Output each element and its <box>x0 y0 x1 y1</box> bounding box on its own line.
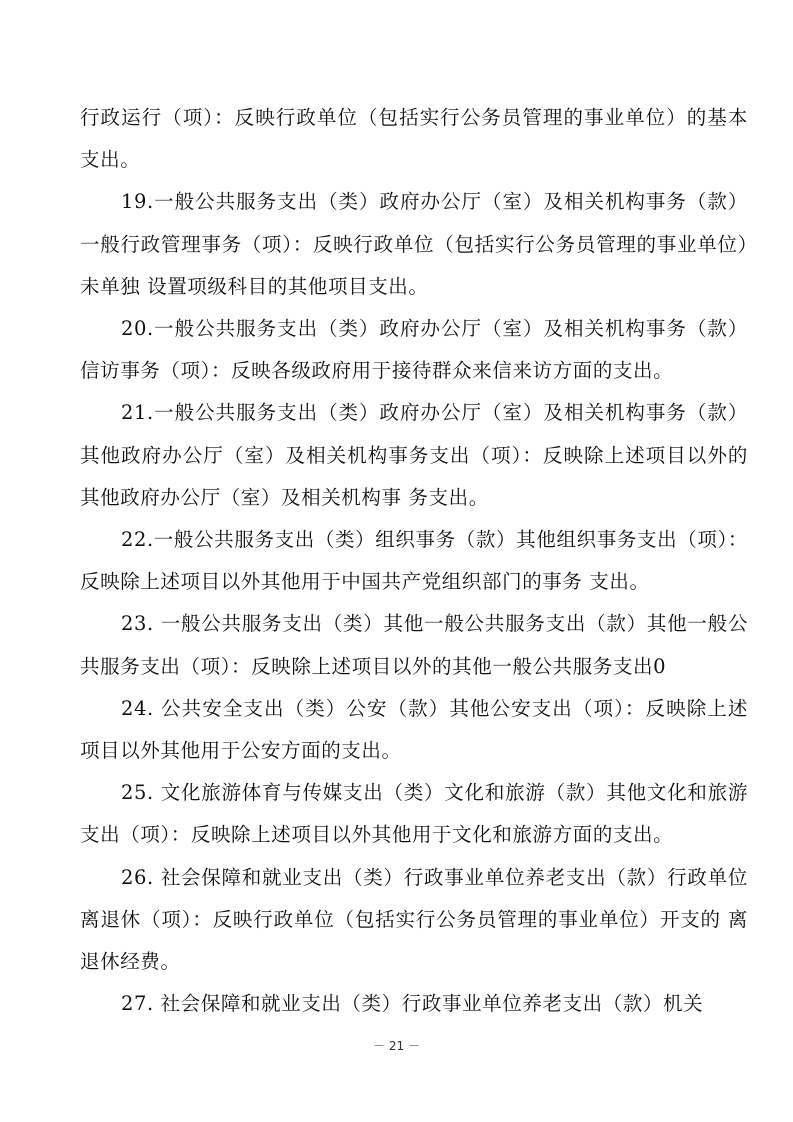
page-number: － 21 － <box>373 1039 420 1053</box>
paragraph-item-20: 20.一般公共服务支出（类）政府办公厅（室）及相关机构事务（款）信访事务（项）：反映各级政府用于接待群众来信来访方面的支出。 <box>80 317 748 383</box>
paragraph-item-22: 22.一般公共服务支出（类）组织事务（款）其他组织事务支出（项）：反映除上述项目以外其他用于中国共产党组织部门的事务 支出。 <box>80 528 748 594</box>
paragraph-continuation: 行政运行（项）：反映行政单位（包括实行公务员管理的事业单位）的基本 支出。 <box>80 106 748 172</box>
paragraph-item-24: 24. 公共安全支出（类）公安（款）其他公安支出（项）：反映除上述项目以外其他用于公安方面的支出。 <box>80 696 748 763</box>
paragraph-item-27: 27. 社会保障和就业支出（类）行政事业单位养老支出（款）机关 <box>120 992 704 1016</box>
paragraph-item-21: 21.一般公共服务支出（类）政府办公厅（室）及相关机构事务（款）其他政府办公厅（室）及相关机构事务支出（项）：反映除上述项目以外的其他政府办公厅（室）及相关机构事 务支出。 <box>80 401 748 509</box>
paragraph-item-19: 19.一般公共服务支出（类）政府办公厅（室）及相关机构事务（款）一般行政管理事务（项）：反映行政单位（包括实行公务员管理的事业单位）未单独 设置项级科目的其他项目支出。 <box>80 190 748 298</box>
paragraph-item-23: 23. 一般公共服务支出（类）其他一般公共服务支出（款）其他一般公共服务支出（项）：反映除上述项目以外的其他一般公共服务支出0 <box>80 612 748 678</box>
document-body <box>80 97 748 1025</box>
paragraph-item-26: 26. 社会保障和就业支出（类）行政事业单位养老支出（款）行政单位离退休（项）：反映行政单位（包括实行公务员管理的事业单位）开支的 离退休经费。 <box>80 865 748 974</box>
paragraph-item-25: 25. 文化旅游体育与传媒支出（类）文化和旅游（款）其他文化和旅游支出（项）：反映除上述项目以外其他用于文化和旅游方面的支出。 <box>80 781 748 847</box>
